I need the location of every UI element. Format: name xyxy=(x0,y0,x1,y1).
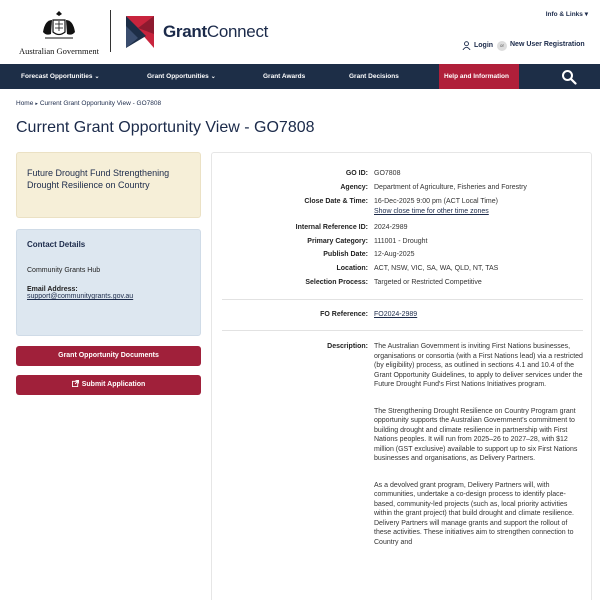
main-navigation xyxy=(0,64,600,89)
login-link[interactable] xyxy=(462,41,493,50)
info-links-menu[interactable] xyxy=(546,10,588,18)
internal-ref-value: 2024-2989 xyxy=(374,224,408,231)
or-separator: or xyxy=(497,41,507,51)
publish-date-label: Publish Date: xyxy=(323,251,368,258)
brand-regular: Connect xyxy=(206,22,269,41)
nav-help-information[interactable] xyxy=(439,64,519,89)
chevron-down-icon: ⌄ xyxy=(94,74,100,80)
go-id-value: GO7808 xyxy=(374,170,401,177)
internal-ref-label: Internal Reference ID: xyxy=(295,224,368,231)
nav-label: Grant Opportunities xyxy=(147,73,209,80)
close-date-value-block xyxy=(374,197,584,216)
fo-reference-label: FO Reference: xyxy=(320,311,368,318)
breadcrumb-current: Current Grant Opportunity View - GO7808 xyxy=(39,100,162,107)
breadcrumb-home-link[interactable]: Home xyxy=(16,100,34,107)
nav-forecast-opportunities[interactable] xyxy=(21,64,100,89)
publish-date-value: 12-Aug-2025 xyxy=(374,251,415,258)
government-name: Australian Government xyxy=(18,46,100,56)
contact-heading: Contact Details xyxy=(27,240,86,249)
section-divider xyxy=(222,330,583,331)
go-id-label: GO ID: xyxy=(345,170,368,177)
chevron-right-icon: ▸ xyxy=(35,101,38,107)
opportunity-title: Future Drought Fund Strengthening Drought Resilience on Country xyxy=(27,168,170,190)
info-links-label: Info & Links xyxy=(545,11,583,18)
primary-category-label: Primary Category: xyxy=(307,238,368,245)
submit-application-label: Submit Application xyxy=(81,381,146,388)
nav-label: Forecast Opportunities xyxy=(21,73,93,80)
nav-label: Grant Decisions xyxy=(349,73,399,80)
description-label: Description: xyxy=(327,343,368,350)
nav-label: Help and Information xyxy=(444,73,509,80)
fo-reference-link[interactable]: FO2024-2989 xyxy=(374,311,418,318)
email-label: Email Address: xyxy=(27,286,78,293)
other-time-zones-link[interactable]: Show close time for other time zones xyxy=(374,207,489,215)
close-date-label: Close Date & Time: xyxy=(304,198,368,205)
coat-of-arms-icon xyxy=(39,10,79,42)
primary-category-value: 111001 - Drought xyxy=(374,238,428,245)
grantconnect-wordmark[interactable] xyxy=(163,22,268,42)
nav-grant-decisions[interactable] xyxy=(349,64,399,89)
description-paragraph: As a devolved grant program, Delivery Partners will, with communities, undertake a co-design process to identify place-based, community-led projects (such as, local priority activities within the grant project) that build drought and climate resilience. Delivery Partners will manage grants and support the rollout of these activities. These initiatives aim to strengthen connection to Country and xyxy=(374,481,574,546)
caret-down-icon: ▾ xyxy=(584,11,588,18)
opportunity-details-panel xyxy=(211,152,592,600)
submit-application-button[interactable] xyxy=(16,375,201,395)
user-icon xyxy=(462,41,471,50)
agency-value: Department of Agriculture, Fisheries and Forestry xyxy=(374,184,527,191)
opportunity-title-card xyxy=(16,152,201,218)
description-body xyxy=(374,342,584,564)
nav-grant-awards[interactable] xyxy=(263,64,305,89)
external-link-icon xyxy=(72,380,79,387)
header-divider xyxy=(110,10,111,52)
contact-name: Community Grants Hub xyxy=(27,267,101,274)
description-paragraph: The Strengthening Drought Resilience on Country Program grant opportunity supports the Australian Government's commitment to building drought and climate resilience in partnership with First Nations peoples. It will run from 2025–26 to 2027–28, with $12 million (GST exclusive) available to support up to six First Nations businesses and organisations, as Delivery Partners. xyxy=(374,407,578,462)
login-label: Login xyxy=(474,42,494,49)
brand-bold: Grant xyxy=(163,22,207,41)
nav-grant-opportunities[interactable] xyxy=(147,64,216,89)
close-date-value: 16-Dec-2025 9:00 pm (ACT Local Time) xyxy=(374,198,498,205)
description-paragraph: The Australian Government is inviting First Nations businesses, organisations or consortia (with a First Nations lead) via a restricted (by eligibility) process, as outlined in sections 4.1 and 10.4 of the Grant Opportunity Guidelines, to apply to deliver services under the Future Drought Fund's First Nations Initiatives program. xyxy=(374,343,583,388)
chevron-down-icon: ⌄ xyxy=(210,74,216,80)
selection-process-value: Targeted or Restricted Competitive xyxy=(374,279,482,286)
agency-label: Agency: xyxy=(340,184,368,191)
page-title: Current Grant Opportunity View - GO7808 xyxy=(16,119,315,136)
site-header xyxy=(0,0,600,64)
selection-process-label: Selection Process: xyxy=(305,279,368,286)
register-link[interactable]: New User Registration xyxy=(510,41,585,48)
location-value: ACT, NSW, VIC, SA, WA, QLD, NT, TAS xyxy=(374,265,499,272)
location-label: Location: xyxy=(336,265,368,272)
government-crest-logo[interactable] xyxy=(16,10,102,54)
contact-email-link[interactable]: support@communitygrants.gov.au xyxy=(27,293,134,300)
breadcrumb xyxy=(16,100,161,107)
grant-opportunity-documents-button[interactable]: Grant Opportunity Documents xyxy=(16,346,201,366)
search-icon[interactable] xyxy=(561,69,577,85)
section-divider xyxy=(222,299,583,300)
nav-label: Grant Awards xyxy=(263,73,306,80)
grantconnect-logo-icon[interactable] xyxy=(124,14,160,50)
contact-details-card xyxy=(16,229,201,336)
